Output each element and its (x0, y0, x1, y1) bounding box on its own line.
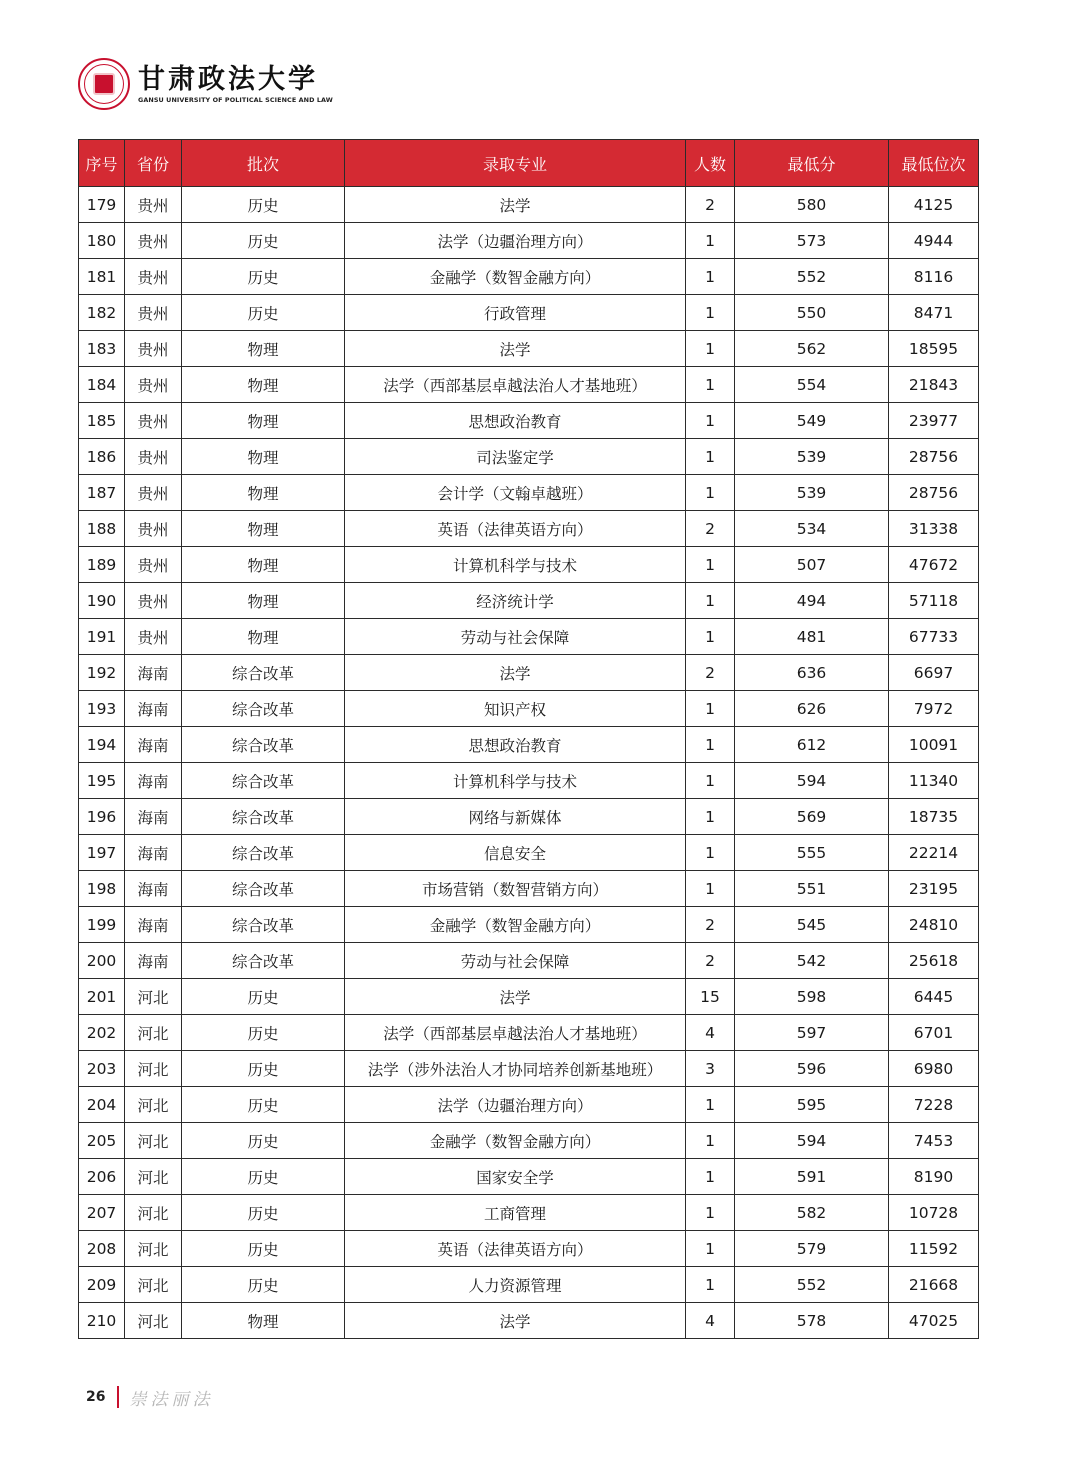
cell-col-min-rank: 28756 (889, 439, 979, 475)
cell-col-province: 海南 (125, 691, 182, 727)
cell-col-min-rank: 6445 (889, 979, 979, 1015)
cell-col-index: 199 (79, 907, 125, 943)
cell-col-count: 1 (686, 295, 735, 331)
cell-col-min-score: 636 (735, 655, 889, 691)
cell-col-province: 河北 (125, 1015, 182, 1051)
cell-col-index: 185 (79, 403, 125, 439)
cell-col-province: 贵州 (125, 259, 182, 295)
cell-col-batch: 历史 (182, 1159, 345, 1195)
header-col-min-score: 最低分 (735, 140, 889, 187)
cell-col-index: 179 (79, 187, 125, 223)
university-seal-icon (78, 58, 130, 110)
cell-col-index: 193 (79, 691, 125, 727)
cell-col-major: 法学 (345, 1303, 686, 1339)
cell-col-major: 劳动与社会保障 (345, 943, 686, 979)
cell-col-province: 河北 (125, 1123, 182, 1159)
cell-col-min-rank: 10091 (889, 727, 979, 763)
table-row (79, 439, 979, 475)
cell-col-province: 贵州 (125, 547, 182, 583)
cell-col-min-rank: 4125 (889, 187, 979, 223)
cell-col-batch: 综合改革 (182, 835, 345, 871)
cell-col-index: 180 (79, 223, 125, 259)
cell-col-major: 法学（边疆治理方向） (345, 223, 686, 259)
cell-col-min-rank: 11592 (889, 1231, 979, 1267)
cell-col-index: 194 (79, 727, 125, 763)
cell-col-province: 河北 (125, 1195, 182, 1231)
table-header (79, 140, 979, 187)
cell-col-count: 1 (686, 727, 735, 763)
cell-col-province: 海南 (125, 727, 182, 763)
cell-col-province: 海南 (125, 871, 182, 907)
cell-col-min-score: 507 (735, 547, 889, 583)
cell-col-min-rank: 11340 (889, 763, 979, 799)
cell-col-count: 1 (686, 1231, 735, 1267)
cell-col-major: 国家安全学 (345, 1159, 686, 1195)
cell-col-min-rank: 7453 (889, 1123, 979, 1159)
table-row (79, 475, 979, 511)
cell-col-major: 法学 (345, 187, 686, 223)
cell-col-major: 行政管理 (345, 295, 686, 331)
cell-col-province: 河北 (125, 1267, 182, 1303)
cell-col-major: 司法鉴定学 (345, 439, 686, 475)
cell-col-min-score: 612 (735, 727, 889, 763)
cell-col-min-rank: 4944 (889, 223, 979, 259)
table-row (79, 223, 979, 259)
cell-col-major: 会计学（文翰卓越班） (345, 475, 686, 511)
cell-col-batch: 历史 (182, 1231, 345, 1267)
seal-emblem (93, 73, 115, 95)
cell-col-batch: 历史 (182, 295, 345, 331)
cell-col-min-score: 550 (735, 295, 889, 331)
page-number: 26 (86, 1389, 106, 1405)
table-row (79, 331, 979, 367)
cell-col-batch: 历史 (182, 1015, 345, 1051)
cell-col-major: 人力资源管理 (345, 1267, 686, 1303)
cell-col-index: 201 (79, 979, 125, 1015)
cell-col-province: 河北 (125, 979, 182, 1015)
cell-col-min-score: 580 (735, 187, 889, 223)
cell-col-batch: 历史 (182, 223, 345, 259)
admission-table (78, 139, 979, 1339)
table-row (79, 871, 979, 907)
table-row (79, 1195, 979, 1231)
cell-col-major: 金融学（数智金融方向） (345, 907, 686, 943)
cell-col-batch: 综合改革 (182, 727, 345, 763)
cell-col-min-score: 539 (735, 439, 889, 475)
cell-col-count: 2 (686, 907, 735, 943)
cell-col-batch: 综合改革 (182, 655, 345, 691)
cell-col-min-rank: 7972 (889, 691, 979, 727)
header-col-province: 省份 (125, 140, 182, 187)
table-row (79, 799, 979, 835)
cell-col-min-score: 562 (735, 331, 889, 367)
cell-col-min-score: 595 (735, 1087, 889, 1123)
table-body (79, 187, 979, 1339)
cell-col-min-rank: 8116 (889, 259, 979, 295)
cell-col-min-score: 597 (735, 1015, 889, 1051)
cell-col-min-rank: 67733 (889, 619, 979, 655)
cell-col-min-rank: 24810 (889, 907, 979, 943)
table-row (79, 583, 979, 619)
cell-col-index: 203 (79, 1051, 125, 1087)
cell-col-count: 1 (686, 475, 735, 511)
cell-col-batch: 综合改革 (182, 943, 345, 979)
table-row (79, 259, 979, 295)
cell-col-index: 197 (79, 835, 125, 871)
cell-col-batch: 物理 (182, 331, 345, 367)
cell-col-min-rank: 23977 (889, 403, 979, 439)
table-row (79, 691, 979, 727)
cell-col-count: 1 (686, 871, 735, 907)
table-row (79, 295, 979, 331)
cell-col-batch: 综合改革 (182, 691, 345, 727)
cell-col-min-rank: 6697 (889, 655, 979, 691)
cell-col-batch: 综合改革 (182, 763, 345, 799)
cell-col-batch: 物理 (182, 439, 345, 475)
cell-col-index: 187 (79, 475, 125, 511)
cell-col-major: 英语（法律英语方向） (345, 1231, 686, 1267)
cell-col-index: 186 (79, 439, 125, 475)
cell-col-min-rank: 23195 (889, 871, 979, 907)
cell-col-major: 知识产权 (345, 691, 686, 727)
table-row (79, 1051, 979, 1087)
cell-col-batch: 物理 (182, 583, 345, 619)
table-row (79, 835, 979, 871)
cell-col-min-rank: 21668 (889, 1267, 979, 1303)
cell-col-min-rank: 18735 (889, 799, 979, 835)
cell-col-province: 贵州 (125, 367, 182, 403)
cell-col-count: 1 (686, 367, 735, 403)
cell-col-batch: 物理 (182, 367, 345, 403)
cell-col-index: 204 (79, 1087, 125, 1123)
cell-col-min-rank: 57118 (889, 583, 979, 619)
cell-col-batch: 综合改革 (182, 907, 345, 943)
cell-col-province: 贵州 (125, 295, 182, 331)
cell-col-major: 法学 (345, 979, 686, 1015)
cell-col-count: 1 (686, 583, 735, 619)
cell-col-province: 海南 (125, 655, 182, 691)
cell-col-count: 1 (686, 619, 735, 655)
cell-col-min-score: 582 (735, 1195, 889, 1231)
cell-col-min-score: 626 (735, 691, 889, 727)
cell-col-major: 金融学（数智金融方向） (345, 259, 686, 295)
cell-col-index: 181 (79, 259, 125, 295)
cell-col-min-score: 549 (735, 403, 889, 439)
table-row (79, 547, 979, 583)
cell-col-index: 209 (79, 1267, 125, 1303)
header-col-index: 序号 (79, 140, 125, 187)
cell-col-index: 184 (79, 367, 125, 403)
cell-col-min-rank: 8471 (889, 295, 979, 331)
page-footer (86, 1384, 213, 1410)
cell-col-province: 贵州 (125, 187, 182, 223)
cell-col-count: 4 (686, 1015, 735, 1051)
cell-col-province: 河北 (125, 1159, 182, 1195)
cell-col-major: 法学（涉外法治人才协同培养创新基地班） (345, 1051, 686, 1087)
cell-col-batch: 历史 (182, 187, 345, 223)
cell-col-min-score: 555 (735, 835, 889, 871)
cell-col-batch: 历史 (182, 1051, 345, 1087)
cell-col-batch: 历史 (182, 1123, 345, 1159)
cell-col-major: 法学（西部基层卓越法治人才基地班） (345, 1015, 686, 1051)
table-row (79, 1087, 979, 1123)
cell-col-province: 贵州 (125, 619, 182, 655)
table-row (79, 1159, 979, 1195)
cell-col-batch: 历史 (182, 259, 345, 295)
table-row (79, 979, 979, 1015)
cell-col-batch: 历史 (182, 1267, 345, 1303)
cell-col-index: 206 (79, 1159, 125, 1195)
table-row (79, 1267, 979, 1303)
cell-col-min-rank: 31338 (889, 511, 979, 547)
cell-col-count: 4 (686, 1303, 735, 1339)
cell-col-province: 河北 (125, 1087, 182, 1123)
cell-col-count: 1 (686, 439, 735, 475)
cell-col-batch: 物理 (182, 403, 345, 439)
cell-col-batch: 物理 (182, 547, 345, 583)
cell-col-index: 195 (79, 763, 125, 799)
cell-col-min-rank: 21843 (889, 367, 979, 403)
cell-col-min-score: 591 (735, 1159, 889, 1195)
cell-col-index: 189 (79, 547, 125, 583)
table-row (79, 367, 979, 403)
cell-col-count: 1 (686, 1159, 735, 1195)
cell-col-batch: 物理 (182, 619, 345, 655)
cell-col-batch: 物理 (182, 475, 345, 511)
footer-motto: 崇法丽法 (129, 1389, 214, 1410)
cell-col-min-score: 545 (735, 907, 889, 943)
cell-col-province: 贵州 (125, 331, 182, 367)
cell-col-min-score: 534 (735, 511, 889, 547)
cell-col-batch: 物理 (182, 511, 345, 547)
cell-col-province: 贵州 (125, 223, 182, 259)
cell-col-min-score: 594 (735, 763, 889, 799)
cell-col-province: 海南 (125, 907, 182, 943)
cell-col-min-rank: 47025 (889, 1303, 979, 1339)
cell-col-count: 1 (686, 1267, 735, 1303)
header-col-count: 人数 (686, 140, 735, 187)
cell-col-min-rank: 28756 (889, 475, 979, 511)
header-col-major: 录取专业 (345, 140, 686, 187)
cell-col-min-rank: 22214 (889, 835, 979, 871)
cell-col-index: 188 (79, 511, 125, 547)
cell-col-major: 工商管理 (345, 1195, 686, 1231)
cell-col-count: 1 (686, 403, 735, 439)
table-row (79, 403, 979, 439)
cell-col-count: 2 (686, 511, 735, 547)
cell-col-province: 贵州 (125, 583, 182, 619)
cell-col-index: 196 (79, 799, 125, 835)
cell-col-min-score: 578 (735, 1303, 889, 1339)
cell-col-batch: 物理 (182, 1303, 345, 1339)
cell-col-major: 计算机科学与技术 (345, 547, 686, 583)
cell-col-batch: 综合改革 (182, 871, 345, 907)
table-row (79, 511, 979, 547)
table-row (79, 1015, 979, 1051)
cell-col-index: 191 (79, 619, 125, 655)
cell-col-index: 202 (79, 1015, 125, 1051)
cell-col-min-rank: 8190 (889, 1159, 979, 1195)
table-header-row (79, 140, 979, 187)
table-row (79, 187, 979, 223)
cell-col-count: 15 (686, 979, 735, 1015)
table-row (79, 943, 979, 979)
cell-col-batch: 历史 (182, 979, 345, 1015)
table-row (79, 763, 979, 799)
cell-col-min-score: 552 (735, 1267, 889, 1303)
cell-col-min-rank: 6980 (889, 1051, 979, 1087)
table-row (79, 727, 979, 763)
cell-col-major: 信息安全 (345, 835, 686, 871)
cell-col-index: 190 (79, 583, 125, 619)
cell-col-count: 2 (686, 187, 735, 223)
university-name (138, 65, 333, 104)
table-row (79, 1123, 979, 1159)
cell-col-batch: 历史 (182, 1087, 345, 1123)
cell-col-province: 贵州 (125, 511, 182, 547)
cell-col-major: 法学 (345, 331, 686, 367)
cell-col-index: 182 (79, 295, 125, 331)
cell-col-count: 1 (686, 1123, 735, 1159)
cell-col-min-rank: 7228 (889, 1087, 979, 1123)
cell-col-count: 1 (686, 547, 735, 583)
cell-col-min-rank: 6701 (889, 1015, 979, 1051)
cell-col-min-score: 554 (735, 367, 889, 403)
table-row (79, 1231, 979, 1267)
cell-col-min-rank: 18595 (889, 331, 979, 367)
cell-col-batch: 历史 (182, 1195, 345, 1231)
cell-col-min-rank: 47672 (889, 547, 979, 583)
header-col-batch: 批次 (182, 140, 345, 187)
cell-col-major: 市场营销（数智营销方向） (345, 871, 686, 907)
cell-col-min-score: 551 (735, 871, 889, 907)
cell-col-min-score: 598 (735, 979, 889, 1015)
university-name-cn: 甘肃政法大学 (138, 63, 318, 95)
cell-col-min-score: 542 (735, 943, 889, 979)
cell-col-major: 法学 (345, 655, 686, 691)
cell-col-count: 1 (686, 331, 735, 367)
cell-col-min-rank: 10728 (889, 1195, 979, 1231)
cell-col-count: 3 (686, 1051, 735, 1087)
cell-col-count: 1 (686, 799, 735, 835)
header-col-min-rank: 最低位次 (889, 140, 979, 187)
cell-col-major: 思想政治教育 (345, 727, 686, 763)
cell-col-min-score: 494 (735, 583, 889, 619)
cell-col-province: 海南 (125, 763, 182, 799)
cell-col-major: 法学（边疆治理方向） (345, 1087, 686, 1123)
table-row (79, 907, 979, 943)
cell-col-min-rank: 25618 (889, 943, 979, 979)
cell-col-province: 海南 (125, 943, 182, 979)
cell-col-major: 英语（法律英语方向） (345, 511, 686, 547)
cell-col-min-score: 573 (735, 223, 889, 259)
cell-col-min-score: 481 (735, 619, 889, 655)
table-row (79, 619, 979, 655)
university-name-en: GANSU UNIVERSITY OF POLITICAL SCIENCE AND LAW (138, 95, 333, 104)
cell-col-major: 劳动与社会保障 (345, 619, 686, 655)
cell-col-count: 2 (686, 943, 735, 979)
cell-col-count: 1 (686, 223, 735, 259)
cell-col-index: 200 (79, 943, 125, 979)
cell-col-batch: 综合改革 (182, 799, 345, 835)
cell-col-province: 贵州 (125, 475, 182, 511)
footer-divider (117, 1386, 119, 1408)
cell-col-min-score: 552 (735, 259, 889, 295)
cell-col-province: 河北 (125, 1303, 182, 1339)
cell-col-major: 思想政治教育 (345, 403, 686, 439)
cell-col-min-score: 569 (735, 799, 889, 835)
cell-col-province: 海南 (125, 799, 182, 835)
cell-col-count: 1 (686, 835, 735, 871)
cell-col-min-score: 596 (735, 1051, 889, 1087)
cell-col-count: 2 (686, 655, 735, 691)
cell-col-index: 207 (79, 1195, 125, 1231)
page-header (78, 54, 478, 114)
cell-col-index: 198 (79, 871, 125, 907)
cell-col-count: 1 (686, 763, 735, 799)
cell-col-count: 1 (686, 691, 735, 727)
cell-col-index: 208 (79, 1231, 125, 1267)
table-row (79, 655, 979, 691)
cell-col-index: 205 (79, 1123, 125, 1159)
cell-col-count: 1 (686, 259, 735, 295)
cell-col-province: 贵州 (125, 439, 182, 475)
cell-col-min-score: 539 (735, 475, 889, 511)
cell-col-province: 海南 (125, 835, 182, 871)
cell-col-index: 192 (79, 655, 125, 691)
cell-col-min-score: 579 (735, 1231, 889, 1267)
cell-col-index: 183 (79, 331, 125, 367)
cell-col-province: 河北 (125, 1231, 182, 1267)
cell-col-count: 1 (686, 1087, 735, 1123)
cell-col-province: 河北 (125, 1051, 182, 1087)
cell-col-major: 计算机科学与技术 (345, 763, 686, 799)
cell-col-province: 贵州 (125, 403, 182, 439)
cell-col-count: 1 (686, 1195, 735, 1231)
cell-col-major: 经济统计学 (345, 583, 686, 619)
cell-col-major: 网络与新媒体 (345, 799, 686, 835)
cell-col-major: 法学（西部基层卓越法治人才基地班） (345, 367, 686, 403)
cell-col-major: 金融学（数智金融方向） (345, 1123, 686, 1159)
table-row (79, 1303, 979, 1339)
cell-col-min-score: 594 (735, 1123, 889, 1159)
cell-col-index: 210 (79, 1303, 125, 1339)
